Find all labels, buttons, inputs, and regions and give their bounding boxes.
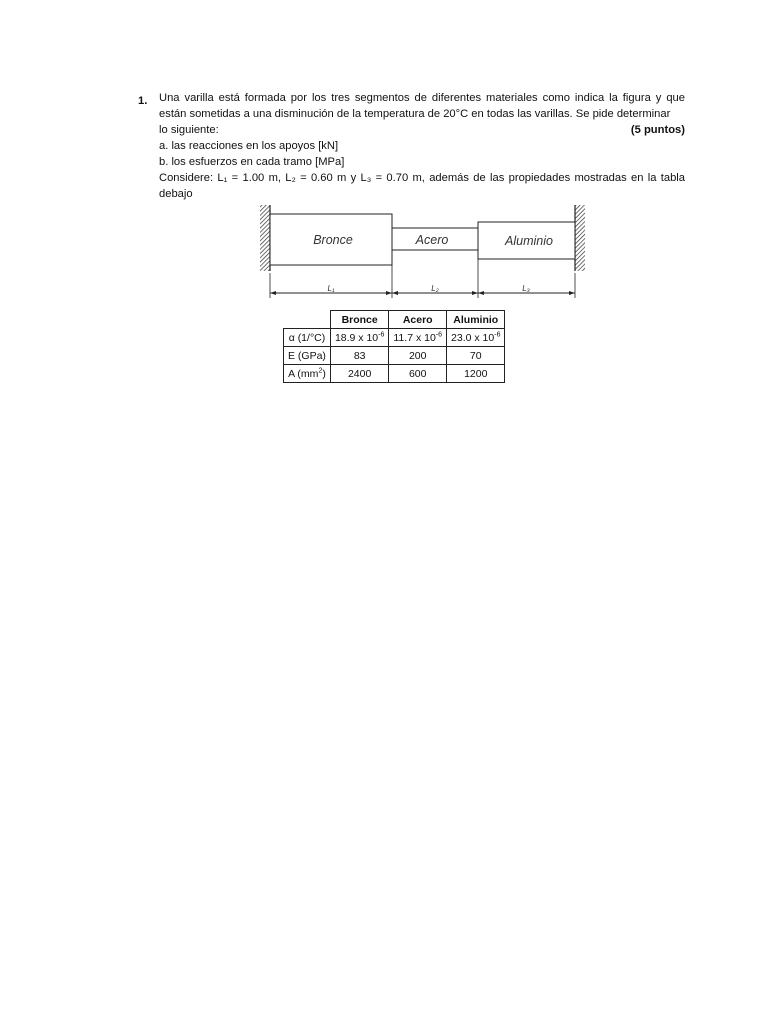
header-bronce: Bronce bbox=[330, 311, 388, 329]
problem-body bbox=[159, 90, 685, 202]
left-wall-support bbox=[260, 205, 270, 271]
table-cell: 18.9 x $10^{-6}$ bbox=[330, 329, 388, 347]
row-label-e: E (GPa) bbox=[284, 347, 331, 365]
table-cell: 23.0 x $10^{-6}$ bbox=[447, 329, 505, 347]
acero-label: Acero bbox=[415, 233, 449, 247]
dim-label-l2: L₂ bbox=[431, 284, 439, 293]
header-acero: Acero bbox=[389, 311, 447, 329]
statement-points-line bbox=[159, 122, 685, 138]
row-label-alpha: α (1/°C) bbox=[284, 329, 331, 347]
item-a: a. las reacciones en los apoyos [kN] bbox=[159, 140, 339, 152]
points-label: (5 puntos) bbox=[630, 124, 685, 136]
table-row bbox=[284, 329, 505, 347]
dim-label-l3: L₃ bbox=[522, 284, 530, 293]
aluminio-label: Aluminio bbox=[505, 234, 553, 248]
table-cell: 2400 bbox=[330, 365, 388, 383]
row-label-area: A $(mm^2)$ bbox=[284, 365, 331, 383]
problem-number: 1. bbox=[138, 95, 148, 107]
table-cell: 600 bbox=[389, 365, 447, 383]
consider-text: Considere: L₁ = 1.00 m, L₂ = 0.60 m y L₃ = 0.70 m, además de las propiedades mostradas en la tabla debajo bbox=[159, 172, 685, 200]
table-cell: 200 bbox=[389, 347, 447, 365]
table-cell: 83 bbox=[330, 347, 388, 365]
properties-table bbox=[283, 310, 505, 383]
dim-label-l1: L₁ bbox=[327, 284, 335, 293]
table-header-row bbox=[284, 311, 505, 329]
problem-statement: Una varilla está formada por los tres segmentos de diferentes materiales como indica la figura y que están sometidas a una disminución de la temperatura de 20°C en todas las varillas. Se pide determinar bbox=[159, 92, 685, 120]
table-row bbox=[284, 365, 505, 383]
right-wall-support bbox=[575, 205, 585, 271]
header-aluminio: Aluminio bbox=[447, 311, 505, 329]
table-cell: 70 bbox=[447, 347, 505, 365]
problem-block bbox=[138, 90, 685, 202]
table-cell: 11.7 x $10^{-6}$ bbox=[389, 329, 447, 347]
rod-figure bbox=[255, 203, 590, 299]
item-b: b. los esfuerzos en cada tramo [MPa] bbox=[159, 156, 345, 168]
table-cell: 1200 bbox=[447, 365, 505, 383]
bronce-label: Bronce bbox=[313, 233, 353, 247]
table-corner bbox=[284, 311, 331, 329]
statement-end: lo siguiente: bbox=[159, 124, 219, 136]
table-row bbox=[284, 347, 505, 365]
